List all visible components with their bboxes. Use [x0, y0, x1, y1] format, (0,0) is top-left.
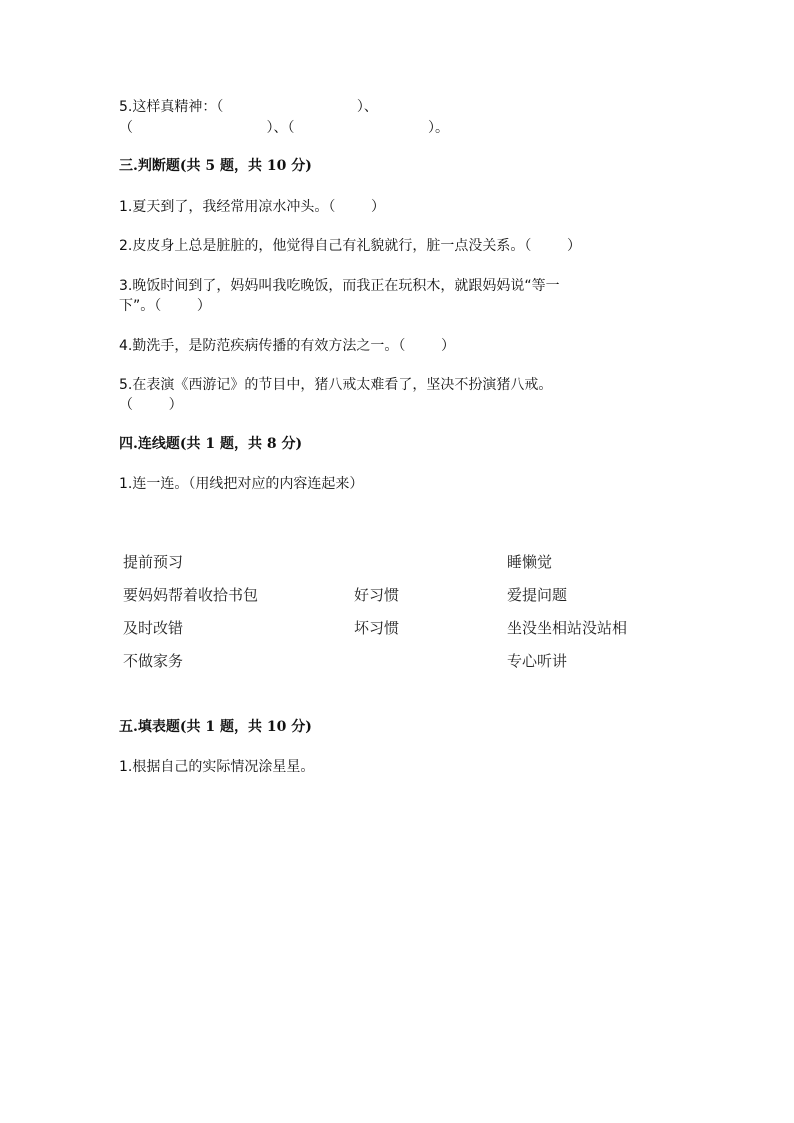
judge-item-1: 1.夏天到了，我经常用凉水冲头。（ ）	[119, 199, 385, 215]
section-4-heading: 四.连线题(共 1 题，共 8 分)	[119, 436, 303, 452]
question-5-line-1: 5.这样真精神：（ ）、	[119, 99, 378, 115]
match-middle-item[interactable]: 好习惯	[354, 586, 400, 604]
section-5-heading: 五.填表题(共 1 题，共 10 分)	[119, 719, 312, 735]
judge-item-5-line-1: 5.在表演《西游记》的节目中，猪八戒太难看了，坚决不扮演猪八戒。	[119, 377, 553, 393]
match-left-item[interactable]: 不做家务	[123, 652, 184, 670]
judge-item-3-line-2: 下”。（ ）	[119, 298, 211, 314]
section-3-heading: 三.判断题(共 5 题，共 10 分)	[119, 158, 312, 174]
question-5-line-2: （ ）、（ ）。	[119, 120, 450, 136]
matching-question: 1.连一连。（用线把对应的内容连起来）	[119, 476, 364, 492]
judge-item-2: 2.皮皮身上总是脏脏的，他觉得自己有礼貌就行，脏一点没关系。（ ）	[119, 238, 581, 254]
judge-item-5-line-2: （ ）	[119, 397, 183, 413]
match-left-item[interactable]: 要妈妈帮着收拾书包	[123, 586, 259, 604]
match-middle-item[interactable]: 坏习惯	[354, 619, 400, 637]
match-left-item[interactable]: 提前预习	[123, 553, 184, 571]
star-table-question: 1.根据自己的实际情况涂星星。	[119, 759, 315, 775]
judge-item-4: 4.勤洗手，是防范疾病传播的有效方法之一。（ ）	[119, 338, 455, 354]
match-right-item[interactable]: 爱提问题	[507, 586, 568, 604]
judge-item-3-line-1: 3.晚饭时间到了，妈妈叫我吃晚饭，而我正在玩积木，就跟妈妈说“等一	[119, 278, 560, 294]
match-right-item[interactable]: 坐没坐相站没站相	[507, 619, 628, 637]
match-right-item[interactable]: 睡懒觉	[507, 553, 553, 571]
match-left-item[interactable]: 及时改错	[123, 619, 184, 637]
match-right-item[interactable]: 专心听讲	[507, 652, 568, 670]
